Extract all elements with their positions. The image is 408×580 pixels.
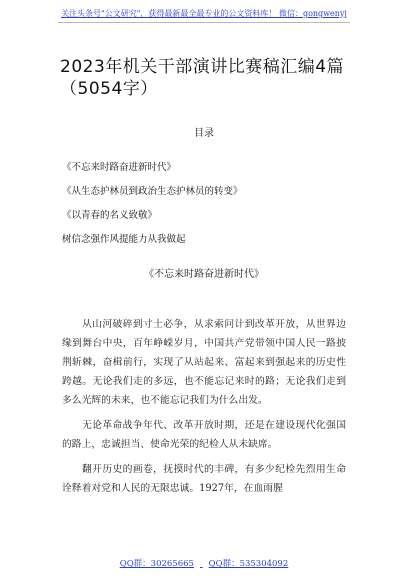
- section-title: 《不忘来时路奋进新时代》: [144, 269, 264, 280]
- section-body: [62, 315, 346, 504]
- toc-item[interactable]: 《从生态护林员到政治生态护林员的转变》: [62, 186, 243, 197]
- body-paragraph: 无论革命战争年代、改革开放时期，还是在建设现代化强国的路上，忠诚担当、使命光荣的纪检人从未缺席。: [62, 420, 346, 450]
- body-paragraph: 从山河破碎到寸土必争，从求索问计到改革开放，从世界边缘到舞台中央，百年峥嵘岁月，中国共产党带领中国人民一路披荆斩棘，奋楫前行，实现了从站起来、富起来到强起来的历史性跨越。无论我们走的多远，也不能忘记来时的路；无论我们走到多么光辉的未来，也不能忘记我们为什么出发。: [62, 319, 346, 406]
- body-paragraph: 翻开历史的画卷，抚摸时代的丰碑，有多少纪检先烈用生命诠释着对党和人民的无限忠诚。1927年，在血雨腥: [62, 464, 346, 494]
- toc-heading: 目录: [194, 128, 214, 139]
- toc-item[interactable]: 《以青春的名义致敬》: [62, 210, 158, 221]
- footer-qq-group-2[interactable]: QQ群：535304092: [208, 559, 289, 569]
- header-promo-link[interactable]: 关注头条号"公文研究"，获得最新最全最专业的公文资料库！ 微信：gongwenyj: [61, 9, 347, 18]
- header-divider: [58, 22, 350, 23]
- toc-item[interactable]: 树信念强作风提能力从我做起: [62, 234, 186, 245]
- footer-qq-group-1[interactable]: QQ群：30265665: [119, 559, 194, 569]
- toc-list: [62, 162, 362, 258]
- footer-contact: [0, 557, 408, 569]
- document-title: 2023年机关干部演讲比赛稿汇编4篇（5054字）: [60, 57, 345, 99]
- toc-item[interactable]: 《不忘来时路奋进新时代》: [62, 162, 177, 173]
